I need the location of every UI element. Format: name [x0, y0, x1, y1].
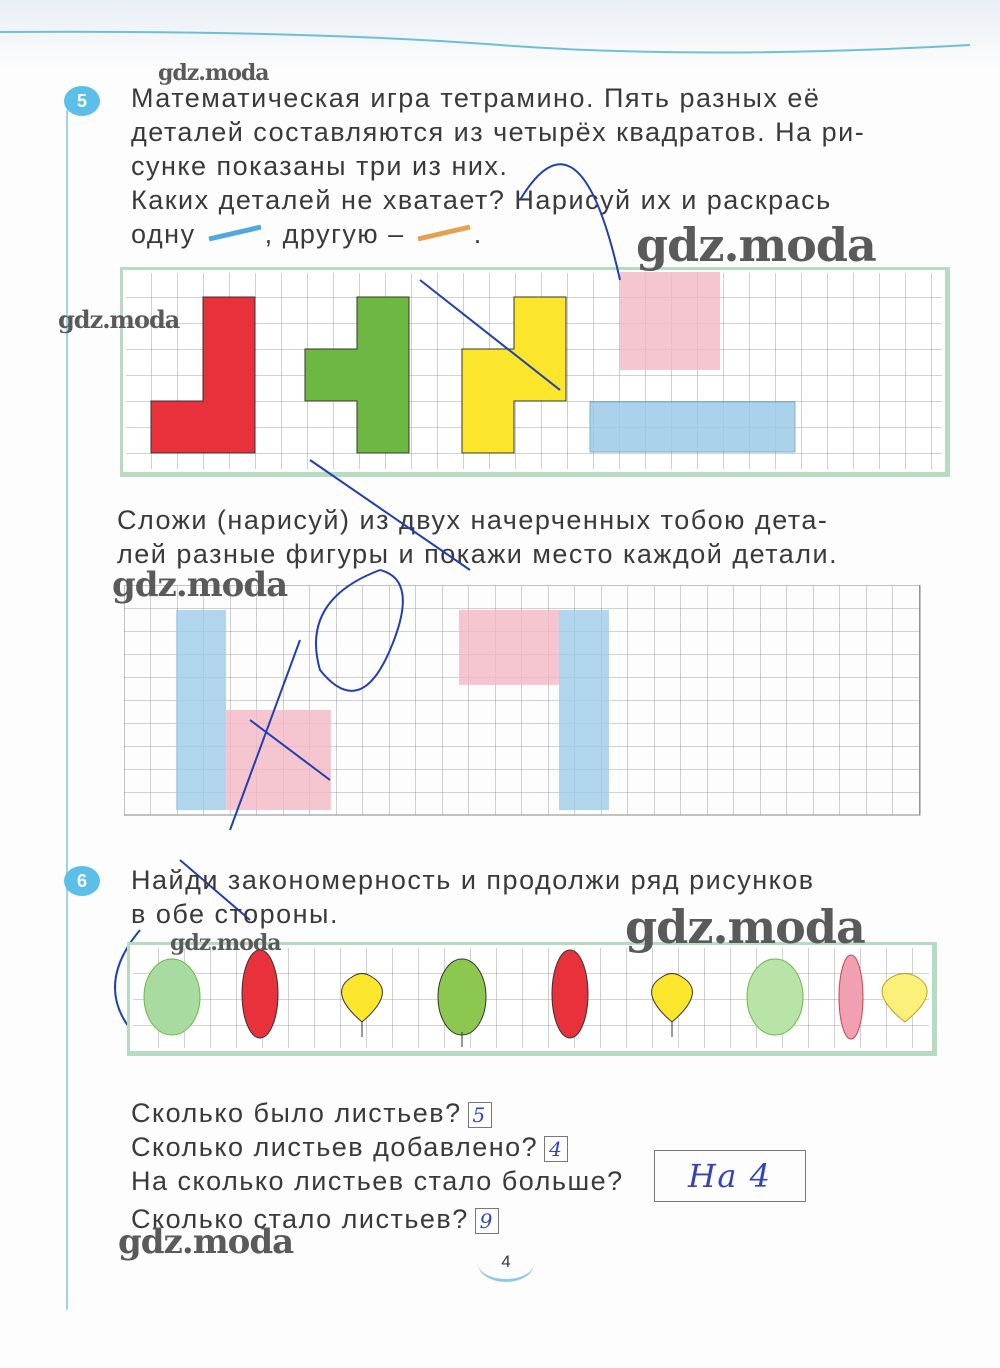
answer-box[interactable]: 9: [475, 1208, 499, 1234]
watermark: gdz.moda: [58, 305, 180, 334]
drawn-pink-square: [459, 610, 559, 685]
text-line: деталей составляются из четырёх квадратов. На ри-: [131, 117, 866, 147]
tetromino-grid: [120, 267, 950, 477]
answer-box[interactable]: 4: [544, 1136, 568, 1162]
text-line: Каких деталей не хватает? Нарисуй их и раскрась: [131, 185, 832, 215]
watermark: gdz.moda: [636, 218, 876, 272]
banner-wave-line: [0, 0, 1000, 70]
task-number-6: 6: [64, 866, 100, 896]
text-line: лей разные фигуры и покажи место каждой детали.: [117, 539, 839, 569]
red-leaf-icon-drawn: [839, 955, 863, 1039]
text-line: Сложи (нарисуй) из двух начерченных тобою дета-: [117, 505, 829, 535]
leaves-grid: [127, 942, 937, 1056]
answer-box[interactable]: 5: [468, 1102, 492, 1128]
text-line: Найди закономерность и продолжи ряд рисунков: [131, 865, 815, 895]
watermark: gdz.moda: [625, 900, 865, 954]
text-line: одну , другую – .: [131, 219, 483, 249]
text-line: в обе стороны.: [131, 899, 339, 929]
margin-line: [66, 110, 68, 1310]
task5-text-2: [117, 503, 838, 571]
figures-grid: [124, 585, 924, 817]
watermark: gdz.moda: [158, 60, 269, 86]
text-line: сунке показаны три из них.: [131, 151, 509, 181]
drawn-pink-square: [226, 710, 331, 810]
watermark: gdz.moda: [118, 1222, 294, 1262]
task6-questions: [131, 1096, 806, 1236]
orange-pencil-icon: [414, 221, 474, 243]
drawn-pink-square: [620, 272, 720, 370]
watermark: gdz.moda: [112, 565, 288, 605]
blue-pencil-icon: [205, 221, 265, 243]
red-leaf-icon: [552, 950, 588, 1038]
drawn-blue-bar: [559, 610, 609, 810]
answer-box-wide[interactable]: На 4: [654, 1150, 806, 1202]
question-row: На сколько листьев стало больше? На 4: [131, 1164, 806, 1202]
question-row: Сколько стало листьев? 9: [131, 1202, 806, 1236]
page-number: 4: [478, 1245, 534, 1282]
text-line: Математическая игра тетрамино. Пять разных её: [131, 83, 821, 113]
question-row: Сколько листьев добавлено? 4: [131, 1130, 806, 1164]
drawn-blue-bar: [590, 402, 795, 452]
question-row: Сколько было листьев? 5: [131, 1096, 806, 1130]
oak-leaf-icon-drawn: [747, 959, 803, 1035]
task-number-5: 5: [64, 86, 100, 116]
oak-leaf-icon-drawn: [144, 959, 200, 1035]
watermark: gdz.moda: [170, 930, 281, 956]
drawn-blue-bar: [176, 610, 226, 810]
red-leaf-icon: [242, 950, 278, 1038]
